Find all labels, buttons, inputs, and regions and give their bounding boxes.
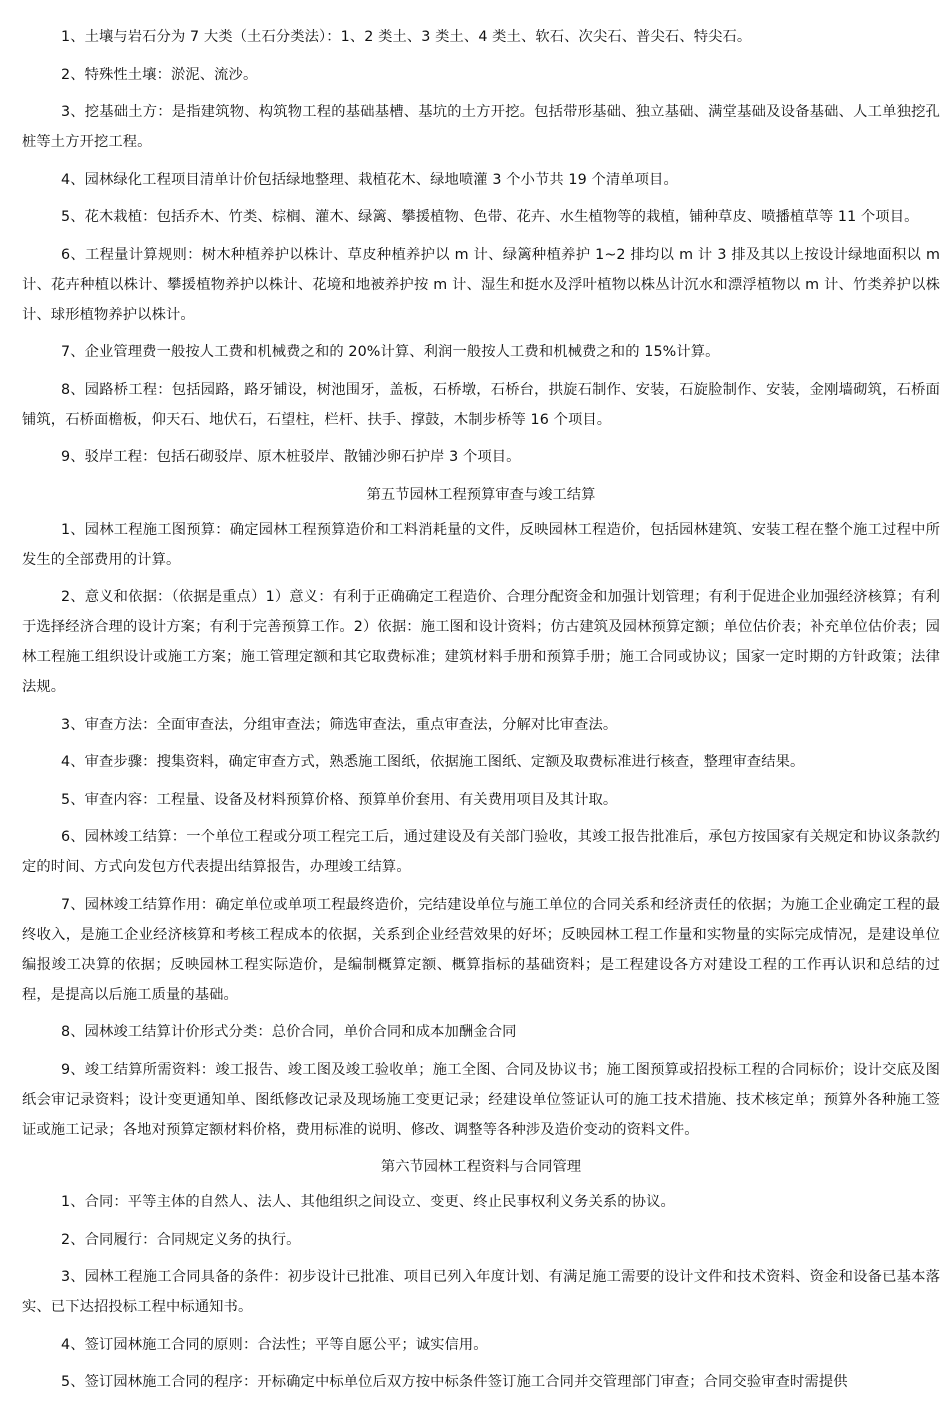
paragraph-special-soils: 2、特殊性土壤：淤泥、流沙。 — [61, 66, 258, 83]
paragraph-plant-planting: 5、花木栽植：包括乔木、竹类、棕榈、灌木、绿篱、攀援植物、色带、花卉、水生植物等的栽植，铺种草皮、喷播植草等 11 个项目。 — [61, 209, 919, 225]
paragraph-settlement-materials: 9、竣工结算所需资料：竣工报告、竣工图及竣工验收单；施工全图、合同及协议书；施工图预算或招投标工程的合同标价；设计交底及图纸会审记录资料；设计变更通知单、图纸修改记录及现场施工变更记录；经建设单位签证认可的施工技术措施、技术核定单；预算外各种施工签证或施工记录；各地对预算定额材料价格，费用标准的说明、修改、调整等各种涉及造价变动的资料文件。 — [22, 1061, 940, 1138]
paragraph-contract-performance: 2、合同履行：合同规定义务的执行。 — [61, 1231, 301, 1248]
paragraph-review-steps: 4、审查步骤：搜集资料，确定审查方式，熟悉施工图纸，依据施工图纸、定额及取费标准进行核查，整理审查结果。 — [61, 754, 805, 770]
paragraph-construction-budget: 1、园林工程施工图预算：确定园林工程预算造价和工料消耗量的文件，反映园林工程造价，包括园林建筑、安装工程在整个施工过程中所发生的全部费用的计算。 — [22, 521, 940, 568]
paragraph-contract-principles: 4、签订园林施工合同的原则：合法性；平等自愿公平；诚实信用。 — [61, 1336, 488, 1353]
paragraph-management-fee: 7、企业管理费一般按人工费和机械费之和的 20%计算、利润一般按人工费和机械费之和的 15%计算。 — [61, 344, 720, 360]
paragraph-contract-definition: 1、合同：平等主体的自然人、法人、其他组织之间设立、变更、终止民事权利义务关系的协议。 — [61, 1194, 675, 1210]
paragraph-greening-bill-items: 4、园林绿化工程项目清单计价包括绿地整理、栽植花木、绿地喷灌 3 个小节共 19 个清单项目。 — [61, 171, 678, 188]
paragraph-contract-conditions: 3、园林工程施工合同具备的条件：初步设计已批准、项目已列入年度计划、有满足施工需要的设计文件和技术资料、资金和设备已基本落实、已下达招投标工程中标通知书。 — [22, 1269, 940, 1315]
paragraph-revetment-works: 9、驳岸工程：包括石砌驳岸、原木桩驳岸、散铺沙卵石护岸 3 个项目。 — [61, 449, 521, 465]
paragraph-contract-procedure: 5、签订园林施工合同的程序：开标确定中标单位后双方按中标条件签订施工合同并交管理部门审查；合同交验审查时需提供 — [61, 1374, 848, 1390]
paragraph-significance-basis: 2、意义和依据：（依据是重点）1）意义：有利于正确确定工程造价、合理分配资金和加强计划管理；有利于促进企业加强经济核算；有利于选择经济合理的设计方案；有利于完善预算工作。2）依据：施工图和设计资料；仿古建筑及园林预算定额；单位估价表；补充单位估价表；园林工程施工组织设计或施工方案；施工管理定额和其它取费标准；建筑材料手册和预算手册；施工合同或协议；国家一定时期的方针政策；法律法规。 — [22, 589, 940, 695]
paragraph-review-methods: 3、审查方法：全面审查法，分组审查法；筛选审查法，重点审查法，分解对比审查法。 — [61, 716, 618, 733]
paragraph-foundation-excavation: 3、挖基础土方：是指建筑物、构筑物工程的基础基槽、基坑的土方开挖。包括带形基础、独立基础、满堂基础及设备基础、人工单独挖孔桩等土方开挖工程。 — [22, 104, 940, 150]
paragraph-completion-settlement: 6、园林竣工结算：一个单位工程或分项工程完工后，通过建设及有关部门验收，其竣工报告批准后，承包方按国家有关规定和协议条款约定的时间、方式向发包方代表提出结算报告，办理竣工结算。 — [22, 829, 940, 875]
paragraph-settlement-role: 7、园林竣工结算作用：确定单位或单项工程最终造价，完结建设单位与施工单位的合同关系和经济责任的依据；为施工企业确定工程的最终收入，是施工企业经济核算和考核工程成本的依据，关系到企业经营效果的好坏；反映园林工程工作量和实物量的实际完成情况，是建设单位编报竣工决算的依据；反映园林工程实际造价，是编制概算定额、概算指标的基础资料；是工程建设各方对建设工程的工作再认识和总结的过程，是提高以后施工质量的基础。 — [22, 896, 940, 1003]
section-heading-5: 第五节园林工程预算审查与竣工结算 — [366, 486, 596, 503]
document-page — [22, 22, 940, 1405]
paragraph-quantity-rules: 6、工程量计算规则：树木种植养护以株计、草皮种植养护以 m 计、绿篱种植养护 1~2 排均以 m 计 3 排及其以上按设计绿地面积以 m 计、花卉种植以株计、攀援植物养护以株计、花境和地被养护按 m 计、湿生和挺水及浮叶植物以株丛计沉水和漂浮植物以 m 计、竹类养护以株计、球形植物养护以株计。 — [22, 246, 940, 323]
paragraph-review-content: 5、审查内容：工程量、设备及材料预算价格、预算单价套用、有关费用项目及其计取。 — [61, 791, 618, 808]
paragraph-road-bridge-works: 8、园路桥工程：包括园路，路牙铺设，树池围牙，盖板，石桥墩，石桥台，拱旋石制作、安装，石旋脸制作、安装，金刚墙砌筑，石桥面铺筑，石桥面檐板，仰天石、地伏石，石望柱，栏杆、扶手、撑鼓，木制步桥等 16 个项目。 — [22, 381, 940, 428]
paragraph-soil-rock-classes: 1、土壤与岩石分为 7 大类（土石分类法）：1、2 类土、3 类土、4 类土、软石、次尖石、普尖石、特尖石。 — [61, 29, 752, 45]
section-heading-6: 第六节园林工程资料与合同管理 — [380, 1159, 582, 1175]
paragraph-pricing-forms: 8、园林竣工结算计价形式分类：总价合同，单价合同和成本加酬金合同 — [61, 1024, 517, 1040]
